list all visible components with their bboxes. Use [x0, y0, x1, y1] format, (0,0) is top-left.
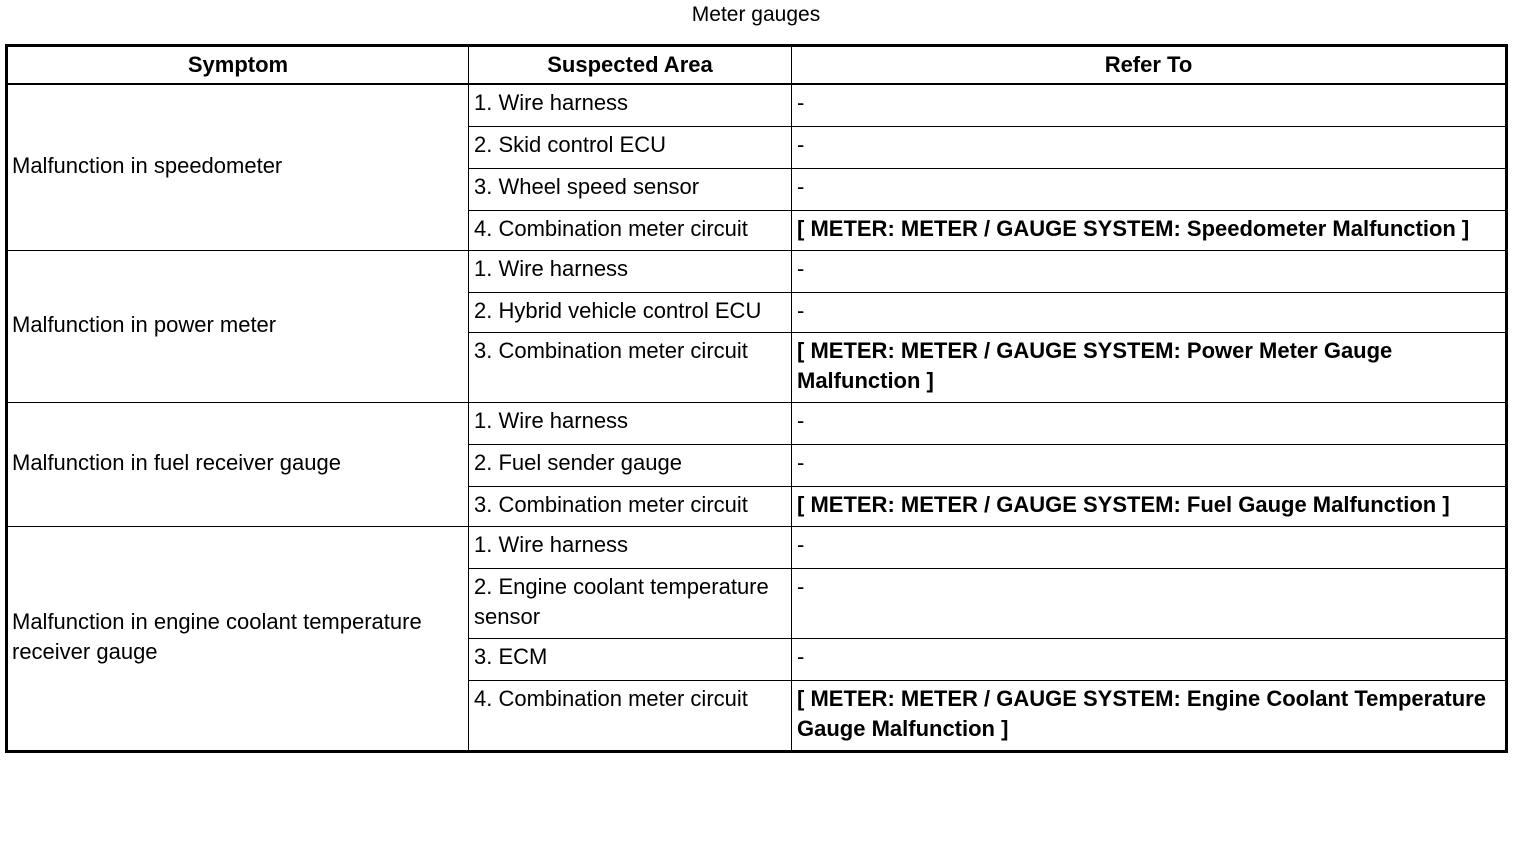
refer-to-cell: -	[792, 293, 1507, 333]
refer-to-link[interactable]: [ METER: METER / GAUGE SYSTEM: Power Meter Gauge Malfunction ]	[792, 333, 1507, 403]
table-row	[7, 251, 1507, 293]
refer-to-cell: -	[792, 251, 1507, 293]
suspected-area-cell: 1. Wire harness	[469, 403, 792, 445]
refer-to-cell: -	[792, 639, 1507, 681]
suspected-area-cell: 4. Combination meter circuit	[469, 681, 792, 752]
header-suspected-area: Suspected Area	[469, 46, 792, 85]
table-row	[7, 84, 1507, 127]
refer-to-cell: -	[792, 403, 1507, 445]
refer-to-link[interactable]: [ METER: METER / GAUGE SYSTEM: Fuel Gauge Malfunction ]	[792, 487, 1507, 527]
symptom-cell: Malfunction in speedometer	[7, 84, 469, 251]
suspected-area-cell: 4. Combination meter circuit	[469, 211, 792, 251]
table-row	[7, 403, 1507, 445]
refer-to-cell: -	[792, 527, 1507, 569]
header-row	[7, 46, 1507, 85]
suspected-area-cell: 3. Wheel speed sensor	[469, 169, 792, 211]
header-symptom: Symptom	[7, 46, 469, 85]
meter-gauges-table	[5, 44, 1508, 753]
symptom-cell: Malfunction in fuel receiver gauge	[7, 403, 469, 527]
header-refer-to: Refer To	[792, 46, 1507, 85]
refer-to-cell: -	[792, 84, 1507, 127]
symptom-cell: Malfunction in engine coolant temperature receiver gauge	[7, 527, 469, 752]
refer-to-cell: -	[792, 169, 1507, 211]
suspected-area-cell: 2. Hybrid vehicle control ECU	[469, 293, 792, 333]
refer-to-link[interactable]: [ METER: METER / GAUGE SYSTEM: Engine Coolant Temperature Gauge Malfunction ]	[792, 681, 1507, 752]
suspected-area-cell: 1. Wire harness	[469, 251, 792, 293]
table-caption: Meter gauges	[691, 3, 821, 26]
refer-to-cell: -	[792, 445, 1507, 487]
symptom-cell: Malfunction in power meter	[7, 251, 469, 403]
suspected-area-cell: 3. Combination meter circuit	[469, 487, 792, 527]
suspected-area-cell: 1. Wire harness	[469, 84, 792, 127]
suspected-area-cell: 2. Engine coolant temperature sensor	[469, 569, 792, 639]
table-row	[7, 527, 1507, 569]
suspected-area-cell: 3. ECM	[469, 639, 792, 681]
refer-to-link[interactable]: [ METER: METER / GAUGE SYSTEM: Speedometer Malfunction ]	[792, 211, 1507, 251]
suspected-area-cell: 2. Fuel sender gauge	[469, 445, 792, 487]
suspected-area-cell: 1. Wire harness	[469, 527, 792, 569]
refer-to-cell: -	[792, 127, 1507, 169]
refer-to-cell: -	[792, 569, 1507, 639]
suspected-area-cell: 2. Skid control ECU	[469, 127, 792, 169]
suspected-area-cell: 3. Combination meter circuit	[469, 333, 792, 403]
